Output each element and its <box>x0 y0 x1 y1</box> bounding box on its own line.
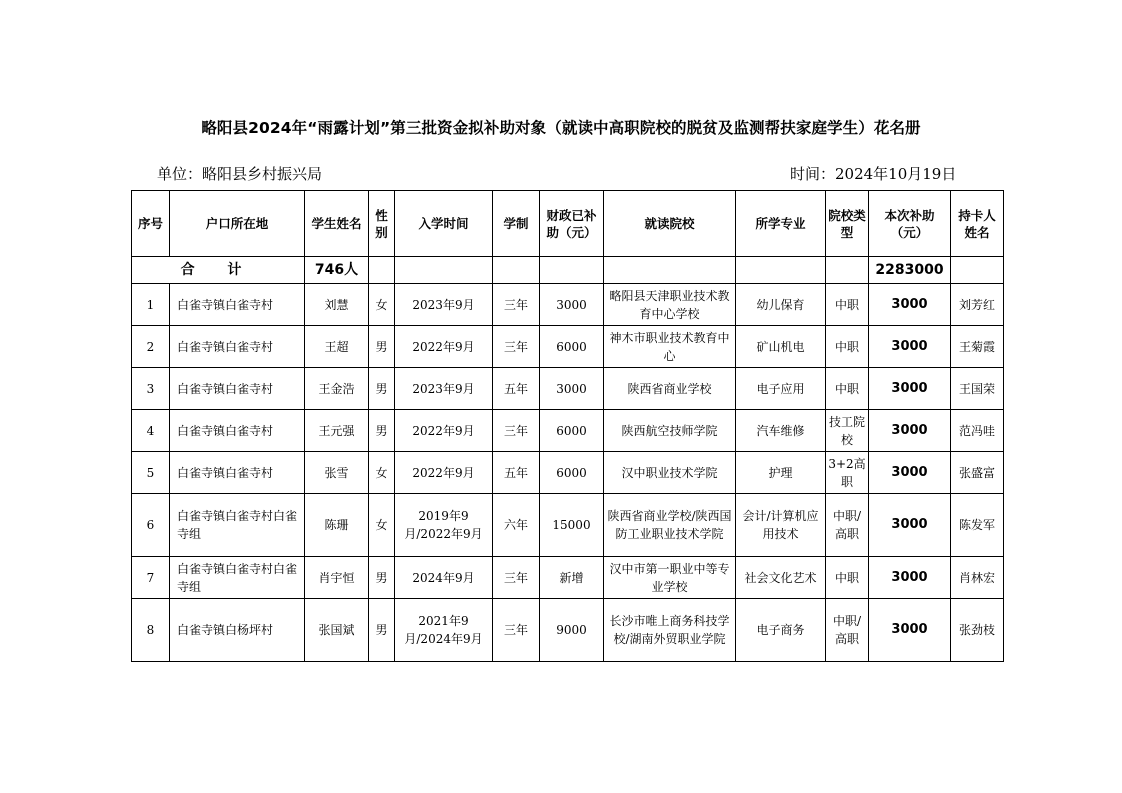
cell-type: 技工院校 <box>826 410 869 452</box>
cell-major: 会计/计算机应用技术 <box>736 494 826 557</box>
cell-enroll: 2021年9月/2024年9月 <box>395 599 493 662</box>
cell-enroll: 2022年9月 <box>395 410 493 452</box>
header-name: 学生姓名 <box>305 191 369 257</box>
cell-prior: 6000 <box>540 410 604 452</box>
header-amount: 本次补助（元） <box>869 191 951 257</box>
cell-hukou: 白雀寺镇白雀寺村 <box>170 284 305 326</box>
total-empty-cell <box>826 257 869 284</box>
cell-prior: 3000 <box>540 368 604 410</box>
cell-amount: 3000 <box>869 284 951 326</box>
cell-seq: 5 <box>132 452 170 494</box>
cell-holder: 王菊霞 <box>951 326 1004 368</box>
cell-name: 王超 <box>305 326 369 368</box>
cell-name: 王元强 <box>305 410 369 452</box>
header-gender: 性别 <box>369 191 395 257</box>
cell-type: 中职 <box>826 326 869 368</box>
cell-gender: 女 <box>369 284 395 326</box>
table-row <box>132 410 1004 452</box>
cell-prior: 3000 <box>540 284 604 326</box>
cell-type: 中职 <box>826 557 869 599</box>
cell-type: 中职/高职 <box>826 599 869 662</box>
total-empty-cell <box>493 257 540 284</box>
table-row <box>132 599 1004 662</box>
total-label: 合 计 <box>132 257 305 284</box>
cell-type: 3+2高职 <box>826 452 869 494</box>
table-row <box>132 326 1004 368</box>
cell-amount: 3000 <box>869 557 951 599</box>
cell-enroll: 2023年9月 <box>395 284 493 326</box>
cell-gender: 男 <box>369 410 395 452</box>
header-hukou: 户口所在地 <box>170 191 305 257</box>
cell-prior: 新增 <box>540 557 604 599</box>
cell-prior: 15000 <box>540 494 604 557</box>
cell-seq: 7 <box>132 557 170 599</box>
cell-length: 三年 <box>493 410 540 452</box>
cell-enroll: 2023年9月 <box>395 368 493 410</box>
cell-prior: 6000 <box>540 326 604 368</box>
cell-school: 陕西省商业学校/陕西国防工业职业技术学院 <box>604 494 736 557</box>
cell-school: 陕西航空技师学院 <box>604 410 736 452</box>
cell-enroll: 2022年9月 <box>395 326 493 368</box>
cell-gender: 男 <box>369 557 395 599</box>
total-empty-cell <box>540 257 604 284</box>
total-empty-cell <box>951 257 1004 284</box>
cell-seq: 2 <box>132 326 170 368</box>
cell-gender: 男 <box>369 368 395 410</box>
table-row <box>132 284 1004 326</box>
header-enroll: 入学时间 <box>395 191 493 257</box>
header-length: 学制 <box>493 191 540 257</box>
cell-holder: 张盛富 <box>951 452 1004 494</box>
total-empty-cell <box>736 257 826 284</box>
cell-holder: 王国荣 <box>951 368 1004 410</box>
cell-name: 肖宇恒 <box>305 557 369 599</box>
cell-major: 护理 <box>736 452 826 494</box>
header-major: 所学专业 <box>736 191 826 257</box>
cell-name: 张雪 <box>305 452 369 494</box>
total-empty-cell <box>369 257 395 284</box>
cell-major: 电子应用 <box>736 368 826 410</box>
header-holder: 持卡人姓名 <box>951 191 1004 257</box>
cell-amount: 3000 <box>869 326 951 368</box>
document-title: 略阳县2024年“雨露计划”第三批资金拟补助对象（就读中高职院校的脱贫及监测帮扶家庭学生）花名册 <box>201 119 921 137</box>
cell-holder: 刘芳红 <box>951 284 1004 326</box>
cell-length: 三年 <box>493 284 540 326</box>
cell-amount: 3000 <box>869 410 951 452</box>
table-row <box>132 494 1004 557</box>
cell-seq: 1 <box>132 284 170 326</box>
table-row <box>132 368 1004 410</box>
cell-seq: 4 <box>132 410 170 452</box>
cell-school: 神木市职业技术教育中心 <box>604 326 736 368</box>
cell-hukou: 白雀寺镇白雀寺村 <box>170 452 305 494</box>
cell-holder: 陈发军 <box>951 494 1004 557</box>
cell-name: 陈珊 <box>305 494 369 557</box>
cell-hukou: 白雀寺镇白雀寺村 <box>170 368 305 410</box>
total-amount: 2283000 <box>869 257 951 284</box>
total-row <box>132 257 1004 284</box>
cell-school: 陕西省商业学校 <box>604 368 736 410</box>
total-empty-cell <box>604 257 736 284</box>
cell-amount: 3000 <box>869 452 951 494</box>
cell-hukou: 白雀寺镇白雀寺村白雀寺组 <box>170 557 305 599</box>
cell-hukou: 白雀寺镇白雀寺村 <box>170 326 305 368</box>
cell-length: 三年 <box>493 599 540 662</box>
cell-holder: 范冯哇 <box>951 410 1004 452</box>
cell-seq: 6 <box>132 494 170 557</box>
cell-major: 社会文化艺术 <box>736 557 826 599</box>
cell-school: 略阳县天津职业技术教育中心学校 <box>604 284 736 326</box>
cell-length: 五年 <box>493 368 540 410</box>
cell-length: 六年 <box>493 494 540 557</box>
cell-seq: 8 <box>132 599 170 662</box>
cell-type: 中职/高职 <box>826 494 869 557</box>
date-label: 时间：2024年10月19日 <box>790 165 957 183</box>
cell-school: 汉中市第一职业中等专业学校 <box>604 557 736 599</box>
cell-major: 矿山机电 <box>736 326 826 368</box>
cell-hukou: 白雀寺镇白杨坪村 <box>170 599 305 662</box>
header-seq: 序号 <box>132 191 170 257</box>
cell-gender: 男 <box>369 326 395 368</box>
table-row <box>132 452 1004 494</box>
cell-length: 五年 <box>493 452 540 494</box>
cell-hukou: 白雀寺镇白雀寺村白雀寺组 <box>170 494 305 557</box>
cell-seq: 3 <box>132 368 170 410</box>
cell-hukou: 白雀寺镇白雀寺村 <box>170 410 305 452</box>
cell-school: 长沙市唯上商务科技学校/湖南外贸职业学院 <box>604 599 736 662</box>
total-empty-cell <box>395 257 493 284</box>
header-prior: 财政已补助（元） <box>540 191 604 257</box>
header-type: 院校类型 <box>826 191 869 257</box>
cell-amount: 3000 <box>869 494 951 557</box>
cell-major: 幼儿保育 <box>736 284 826 326</box>
header-row <box>132 191 1004 257</box>
cell-type: 中职 <box>826 368 869 410</box>
cell-holder: 张劲枝 <box>951 599 1004 662</box>
cell-type: 中职 <box>826 284 869 326</box>
cell-amount: 3000 <box>869 599 951 662</box>
cell-gender: 男 <box>369 599 395 662</box>
total-count: 746人 <box>305 257 369 284</box>
unit-label: 单位：略阳县乡村振兴局 <box>157 165 323 183</box>
cell-amount: 3000 <box>869 368 951 410</box>
cell-gender: 女 <box>369 452 395 494</box>
cell-length: 三年 <box>493 557 540 599</box>
cell-name: 刘慧 <box>305 284 369 326</box>
cell-length: 三年 <box>493 326 540 368</box>
cell-major: 汽车维修 <box>736 410 826 452</box>
cell-prior: 6000 <box>540 452 604 494</box>
table-body <box>132 257 1004 662</box>
cell-name: 王金浩 <box>305 368 369 410</box>
table-row <box>132 557 1004 599</box>
cell-school: 汉中职业技术学院 <box>604 452 736 494</box>
cell-holder: 肖林宏 <box>951 557 1004 599</box>
cell-name: 张国斌 <box>305 599 369 662</box>
cell-prior: 9000 <box>540 599 604 662</box>
header-school: 就读院校 <box>604 191 736 257</box>
cell-enroll: 2022年9月 <box>395 452 493 494</box>
cell-enroll: 2024年9月 <box>395 557 493 599</box>
cell-gender: 女 <box>369 494 395 557</box>
cell-enroll: 2019年9月/2022年9月 <box>395 494 493 557</box>
cell-major: 电子商务 <box>736 599 826 662</box>
roster-table <box>131 190 1004 662</box>
